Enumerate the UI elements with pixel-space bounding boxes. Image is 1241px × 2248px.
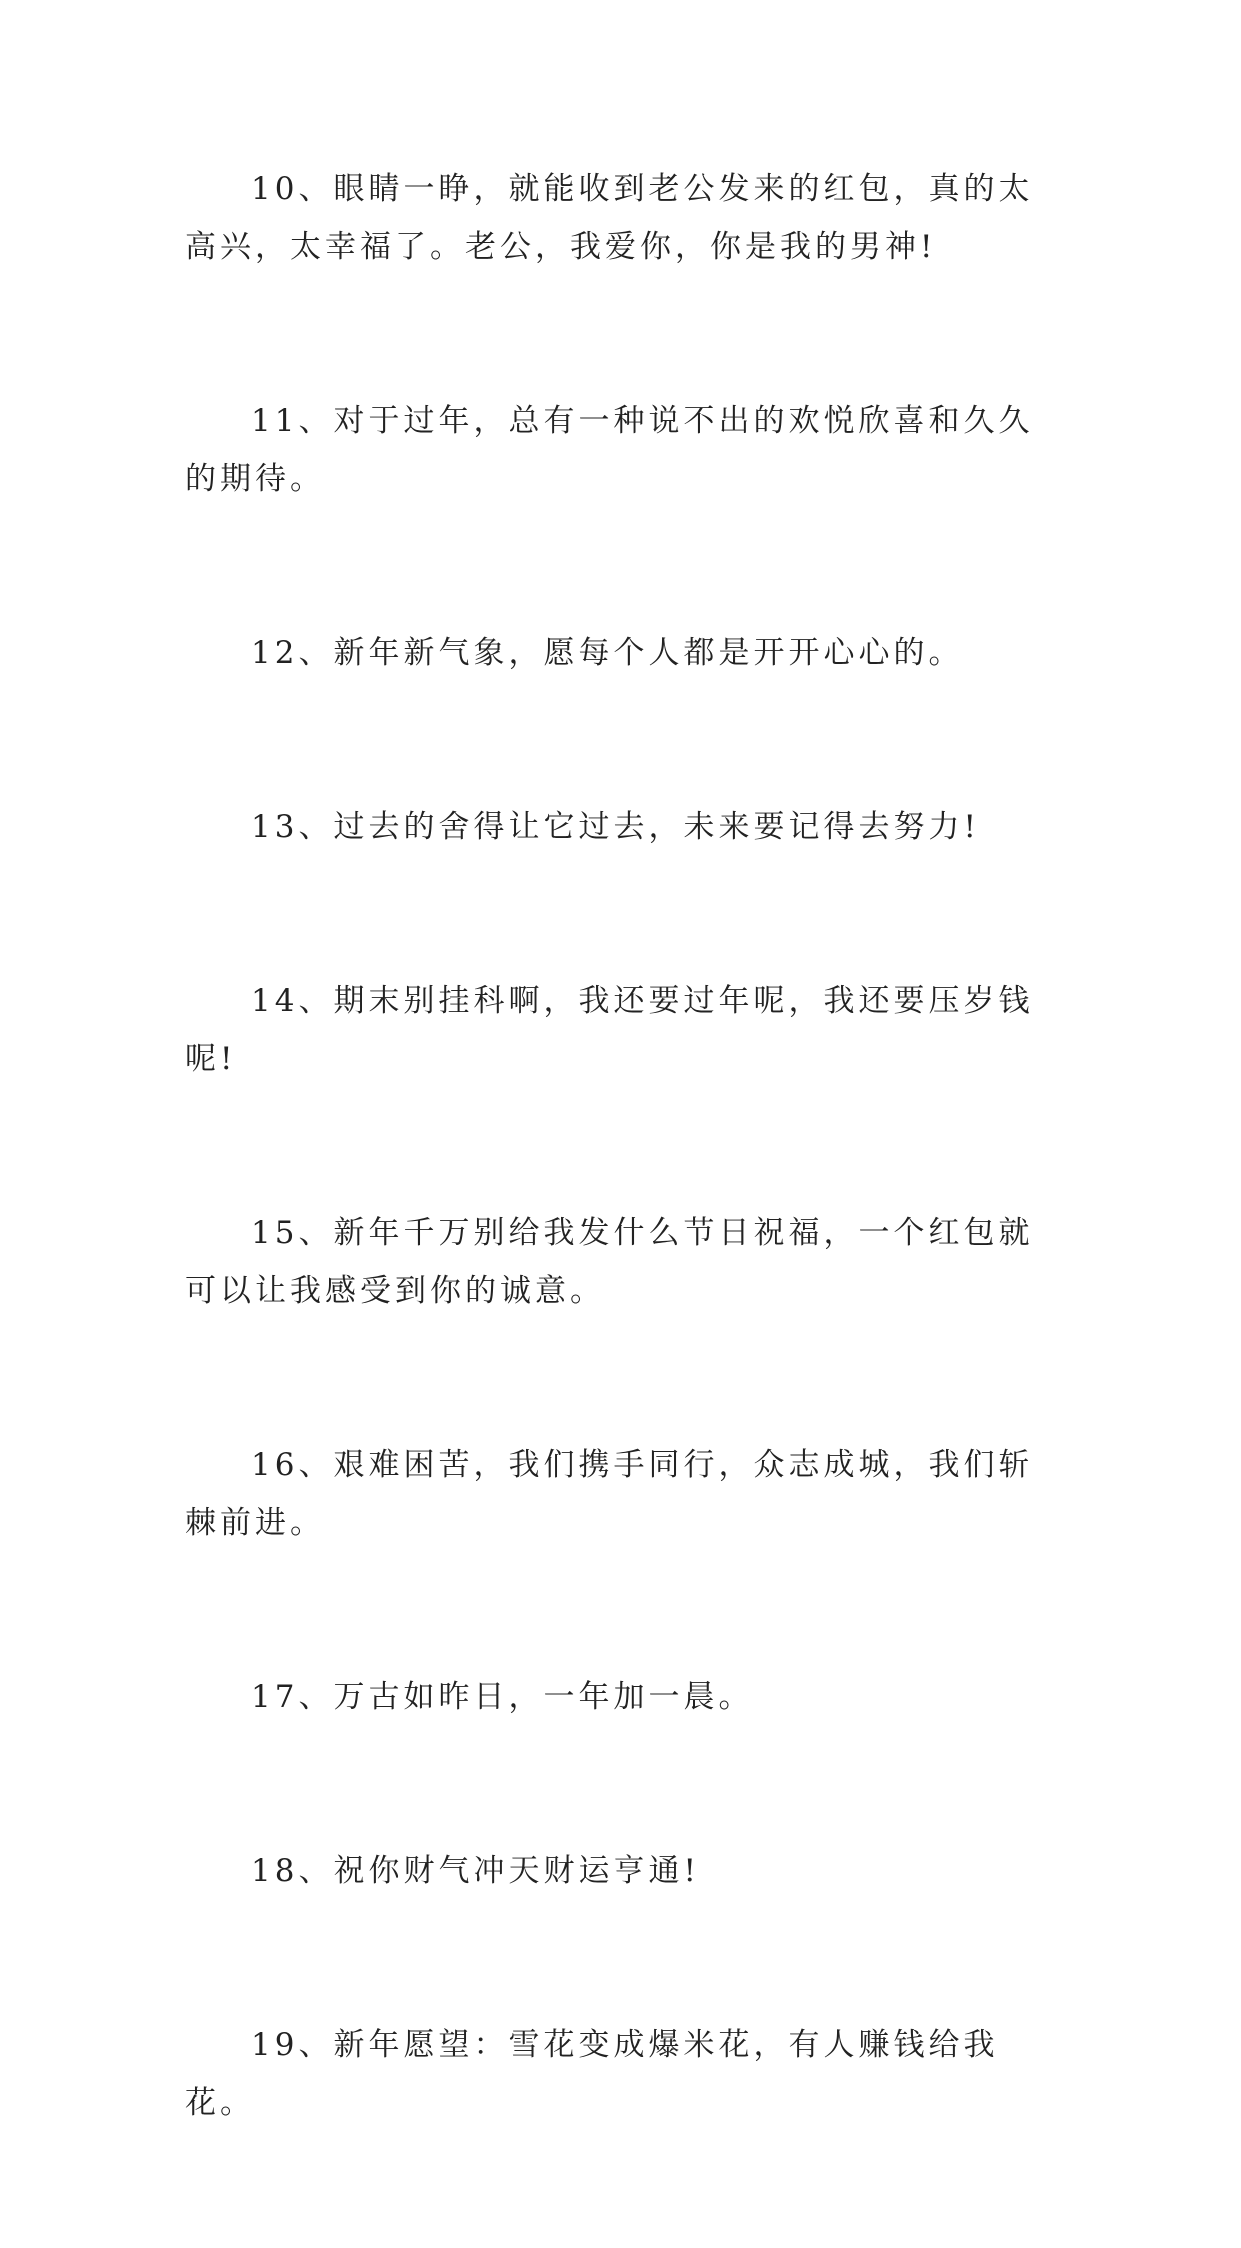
paragraph-14: 14、期末别挂科啊，我还要过年呢，我还要压岁钱呢!	[185, 983, 1034, 1077]
paragraph-12: 12、新年新气象，愿每个人都是开开心心的。	[251, 635, 964, 671]
paragraph-18: 18、祝你财气冲天财运亨通!	[251, 1853, 700, 1889]
paragraph-13: 13、过去的舍得让它过去，未来要记得去努力!	[251, 809, 980, 845]
paragraph-11: 11、对于过年，总有一种说不出的欢悦欣喜和久久的期待。	[185, 403, 1034, 497]
document-body	[185, 160, 1055, 2248]
paragraph-19: 19、新年愿望：雪花变成爆米花，有人赚钱给我花。	[185, 2027, 999, 2121]
paragraph-10: 10、眼睛一睁，就能收到老公发来的红包，真的太高兴，太幸福了。老公，我爱你，你是我的男神!	[185, 171, 1034, 265]
paragraph-15: 15、新年千万别给我发什么节日祝福，一个红包就可以让我感受到你的诚意。	[185, 1215, 1034, 1309]
paragraph-17: 17、万古如昨日，一年加一晨。	[251, 1679, 754, 1715]
paragraph-16: 16、艰难困苦，我们携手同行，众志成城，我们斩棘前进。	[185, 1447, 1034, 1541]
